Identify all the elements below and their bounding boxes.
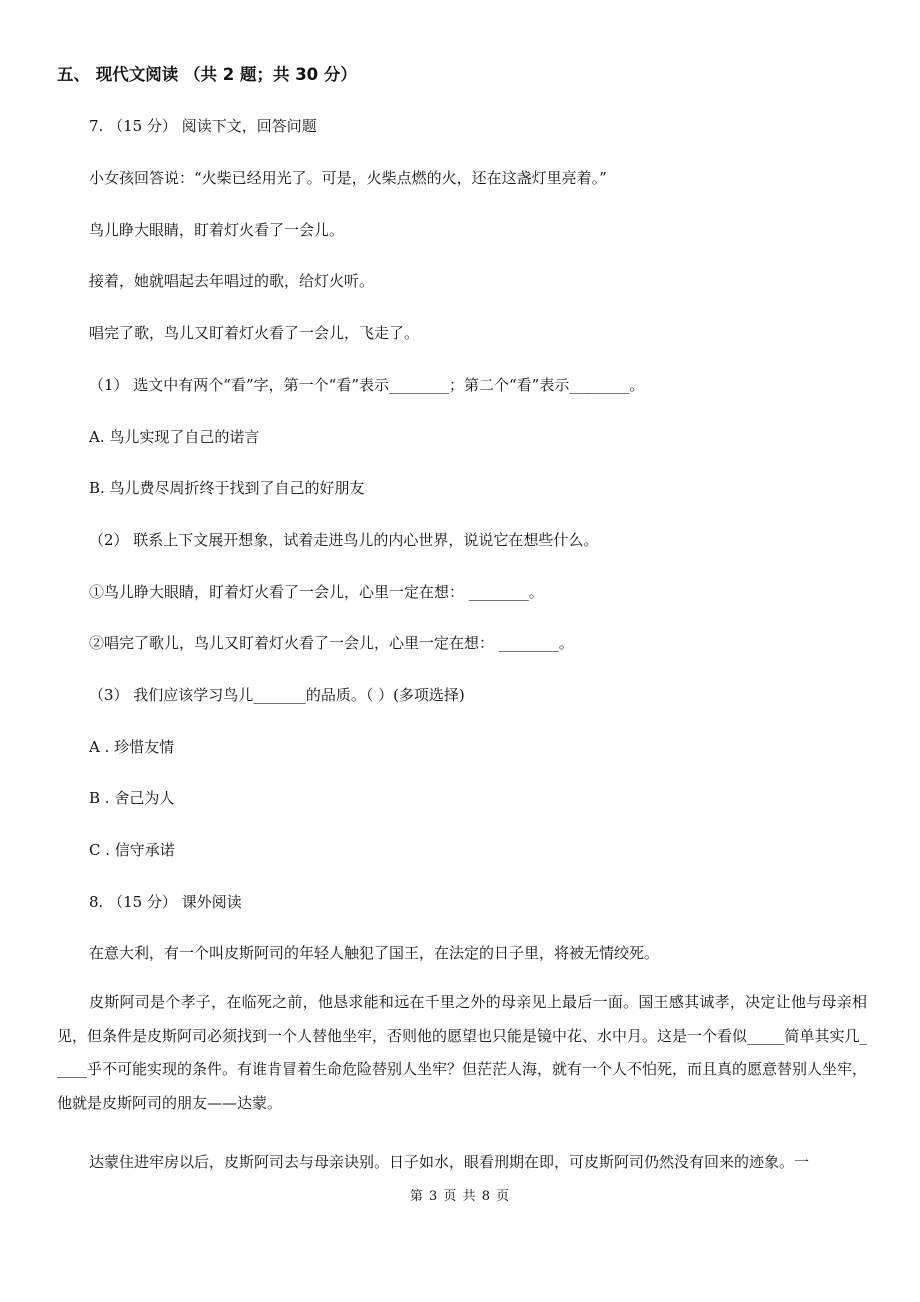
sub-question-2-item-1: ①鸟儿睁大眼睛，盯着灯火看了一会儿，心里一定在想： ________。 [89,583,544,601]
sub-question-3-option-c: C . 信守承诺 [89,841,175,859]
question-8-header: 8. （15 分） 课外阅读 [89,893,242,911]
option-b: B. 鸟儿费尽周折终于找到了自己的好朋友 [89,479,365,497]
passage-line-3: 接着，她就唱起去年唱过的歌，给灯火听。 [89,272,375,290]
sub-question-3-option-a: A . 珍惜友情 [89,738,175,756]
question-7-header: 7. （15 分） 阅读下文，回答问题 [89,117,317,135]
sub-question-2: （2） 联系上下文展开想象，试着走进鸟儿的内心世界，说说它在想些什么。 [89,531,599,549]
q8-paragraph-2: 皮斯阿司是个孝子，在临死之前，他恳求能和远在千里之外的母亲见上最后一面。国王感其诚孝，决定让他与母亲相见，但条件是皮斯阿司必须找到一个人替他坐牢，否则他的愿望也只能是镜中花、水中月。这是一个看似_____简单其实几_____乎不可能实现的条件。有谁肯冒着生命危险替别人坐牢？但茫茫人海，就有一个人不怕死，而且真的愿意替别人坐牢，他就是皮斯阿司的朋友——达蒙。 [57,993,868,1112]
section-title: 五、 现代文阅读 （共 2 题；共 30 分） [57,65,357,84]
q8-paragraph-1: 在意大利，有一个叫皮斯阿司的年轻人触犯了国王，在法定的日子里，将被无情绞死。 [89,944,660,962]
option-a: A. 鸟儿实现了自己的诺言 [89,428,260,446]
passage-line-4: 唱完了歌，鸟儿又盯着灯火看了一会儿，飞走了。 [89,324,420,342]
passage-line-2: 鸟儿睁大眼睛，盯着灯火看了一会儿。 [89,221,345,239]
sub-question-3-option-b: B . 舍己为人 [89,789,175,807]
q8-paragraph-3: 达蒙住进牢房以后，皮斯阿司去与母亲诀别。日子如水，眼看刑期在即，可皮斯阿司仍然没有回来的迹象。一 [89,1153,810,1171]
page-footer: 第 3 页 共 8 页 [409,1189,511,1204]
sub-question-2-item-2: ②唱完了歌儿，鸟儿又盯着灯火看了一会儿，心里一定在想： ________。 [89,634,574,652]
sub-question-1: （1） 选文中有两个“看”字，第一个“看”表示________；第二个“看”表示________。 [89,376,645,394]
sub-question-3: （3） 我们应该学习鸟儿_______的品质。（ ）(多项选择) [89,686,465,704]
passage-line-1: 小女孩回答说：“火柴已经用光了。可是，火柴点燃的火，还在这盏灯里亮着。” [89,169,607,187]
